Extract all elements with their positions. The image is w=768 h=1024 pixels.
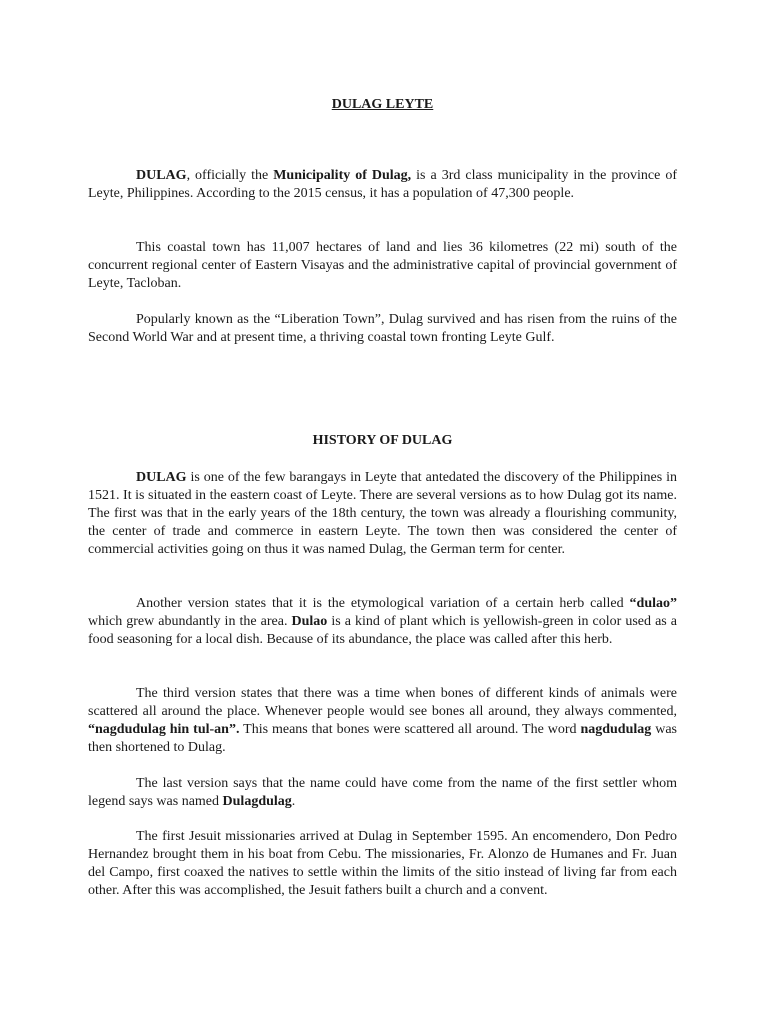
history-paragraph <box>88 775 677 811</box>
intro-paragraph <box>88 311 677 347</box>
text-run: The last version says that the name could have come from the name of the first settler whom legend says was named <box>88 776 677 809</box>
text-run: Popularly known as the “Liberation Town”, Dulag survived and has risen from the ruins of the Second World War and at present time, a thriving coastal town fronting Leyte Gulf. <box>88 312 677 345</box>
text-run: is one of the few barangays in Leyte that antedated the discovery of the Philippines in 1521. It is situated in the eastern coast of Leyte. There are several versions as to how Dulag got its name. The first was that in the early years of the 18th century, the town was already a flourishing community, the center of trade and commerce in eastern Leyte. The town then was considered the center of commercial activities going on thus it was named Dulag, the German term for center. <box>88 470 677 557</box>
bold-text-run: DULAG <box>136 168 187 183</box>
text-run: This coastal town has 11,007 hectares of land and lies 36 kilometres (22 mi) south of the concurrent regional center of Eastern Visayas and the administrative capital of provincial government of Leyte, Tacloban. <box>88 240 677 291</box>
bold-text-run: Dulao <box>291 614 328 629</box>
bold-text-run: “nagdudulag hin tul-an”. <box>88 722 240 737</box>
text-run: The third version states that there was a time when bones of different kinds of animals were scattered all around the place. Whenever people would see bones all around, they always commented, <box>88 686 677 719</box>
bold-text-run: Dulagdulag <box>222 794 292 809</box>
text-run: This means that bones were scattered all around. The word <box>239 722 581 737</box>
text-run: is a kind of plant which is yellowish-green in color used as a food seasoning for a local dish. Because of its abundance, the place was called after this herb. <box>88 614 677 647</box>
text-run: is a 3rd class municipality in the province of Leyte, Philippines. According to the 2015 census, it has a population of 47,300 people. <box>88 168 677 201</box>
history-paragraph <box>88 685 677 757</box>
text-run: which grew abundantly in the area. <box>88 614 292 629</box>
text-run: The first Jesuit missionaries arrived at Dulag in September 1595. An encomendero, Don Pedro Hernandez brought them in his boat from Cebu. The missionaries, Fr. Alonzo de Humanes and Fr. Juan del Campo, first coaxed the natives to settle within the limits of the sitio instead of living far from each other. After this was accomplished, the Jesuit fathers built a church and a convent. <box>88 829 677 898</box>
bold-text-run: “dulao” <box>629 596 677 611</box>
intro-paragraph <box>88 167 677 203</box>
bold-text-run: Municipality of Dulag, <box>273 168 412 183</box>
history-paragraph <box>88 469 677 559</box>
text-run: Another version states that it is the etymological variation of a certain herb called <box>136 596 630 611</box>
history-paragraph <box>88 828 677 900</box>
bold-text-run: DULAG <box>136 470 187 485</box>
bold-text-run: nagdudulag <box>580 722 652 737</box>
section-title: HISTORY OF DULAG <box>312 433 453 448</box>
page-title: DULAG LEYTE <box>331 97 434 112</box>
text-run: , officially the <box>186 168 274 183</box>
history-paragraph <box>88 595 677 649</box>
intro-paragraph <box>88 239 677 293</box>
text-run: was then shortened to Dulag. <box>88 722 677 755</box>
text-run: . <box>291 794 296 809</box>
